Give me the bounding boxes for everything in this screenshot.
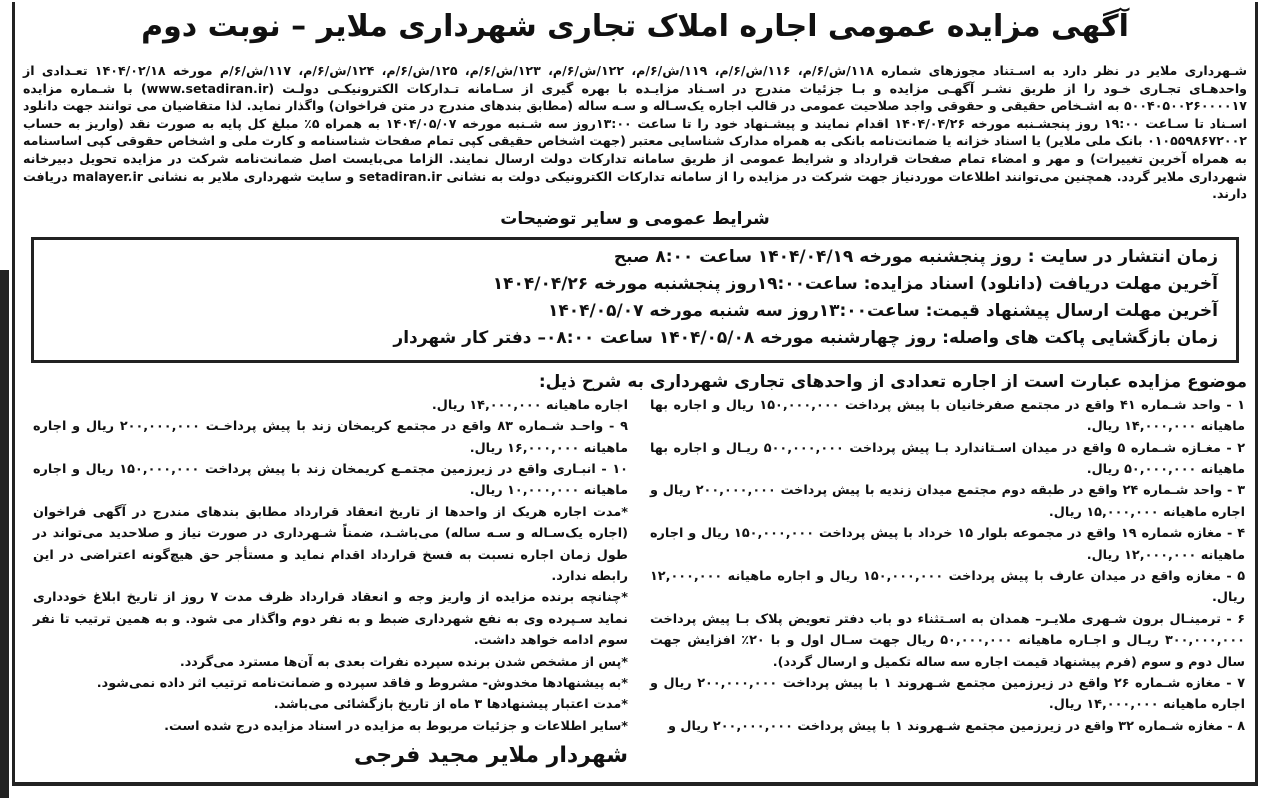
condition-note: *سایر اطلاعات و جزئیات مربوط به مزایده در اسناد مزایده درج شده است.	[164, 718, 628, 734]
list-item: ۱ - واحد شـماره ۴۱ واقع در مجتمع صفرخانیان با پیش پرداخت ۱۵۰,۰۰۰,۰۰۰ ریال و اجاره بها ماهیانه ۱۴,۰۰۰,۰۰۰ ریال.	[650, 397, 1245, 435]
list-item: ۶ - ترمینـال برون شـهری ملایـر– همدان به اسـتثناء دو باب دفتر تعویض پلاک بـا پیش پرداخت ۳۰۰,۰۰۰,۰۰۰ ریـال و اجـاره ماهیانه ۵۰,۰۰۰,۰۰۰ ریال جهت سـال اول و با ۲۰٪ افزایش جهت سال دوم و سوم (فرم پیشنهاد قیمت اجاره سه ساله تکمیل و ارسال گردد).	[650, 611, 1245, 670]
condition-note: *مدت اعتبار پیشنهادها ۳ ماه از تاریخ بازگشائی می‌باشد.	[273, 697, 628, 713]
schedule-bid-deadline: آخرین مهلت ارسال پیشنهاد قیمت: ساعت۱۳:۰۰روز سه شنبه مورخه ۱۴۰۴/۰۵/۰۷	[548, 300, 1218, 321]
left-column	[33, 395, 628, 772]
schedule-publish: زمان انتشار در سایت : روز پنجشنبه مورخه ۱۴۰۴/۰۴/۱۹ ساعت ۸:۰۰ صبح	[613, 246, 1218, 267]
list-item: ۸ - مغازه شـماره ۳۲ واقع در زیرزمین مجتمع شـهروند ۱ با پیش پرداخت ۲۰۰,۰۰۰,۰۰۰ ریال و	[667, 718, 1245, 734]
list-item: ۴ - مغازه شماره ۱۹ واقع در مجموعه بلوار ۱۵ خرداد با پیش پرداخت ۱۵۰,۰۰۰,۰۰۰ ریال و اجاره ماهیانه ۱۲,۰۰۰,۰۰۰ ریال.	[650, 526, 1245, 563]
schedule-download-deadline: آخرین مهلت دریافت (دانلود) اسناد مزایده: ساعت۱۹:۰۰روز پنجشنبه مورخه ۱۴۰۴/۰۴/۲۶	[492, 273, 1218, 294]
intro-paragraph: شـهرداری ملایر در نظر دارد به اسـتناد مجوزهای شماره ۱۱۸/ش/۶/م، ۱۱۶/ش/۶/م، ۱۱۹/ش/۶/م، ۱۲۲/ش/۶/م، ۱۲۳/ش/۶/م، ۱۲۵/ش/۶/م، ۱۲۴/ش/۶/م، ۱۱۷/ش/۶/م مورخه ۱۴۰۴/۰۲/۱۸ تعـدادی از واحدهـای تجـاری خـود را از طریق نشـر آگهـی مزایده و بـا جزئیات مندرج در اسـناد مزایـده با بهره گیری از سـامانه تـدارکات الکترونیکـی دولـت (www.setadiran.ir) با شـماره مزایده ۵۰۰۴۰۵۰۰۲۶۰۰۰۰۱۷ به اشـخاص حقیقی و حقوقی واجد صلاحیت عمومی در قالب اجاره یک‌سـاله و سـه ساله (مطابق بندهای مندرج در متن فراخوان) واگذار نماید. لذا متقاضیان می توانند جهت دانلود اسـناد تا سـاعت ۱۹:۰۰ روز پنجشـنبه مورخه ۱۴۰۴/۰۴/۲۶ اقدام نمایند و پیشـنهاد خود را تا ساعت ۱۳:۰۰روز سه شـنبه مورخه ۱۴۰۴/۰۵/۰۷ به همراه ۵٪ مبلغ کل پایه به صورت نقد (واریز به حساب ۰۱۰۵۵۹۸۶۷۲۰۰۲ بانک ملی ملایر) یا اسناد خزانه یا ضمانت‌نامه بانکی به همراه مدارک شناسایی معتبر (جهت اشخاص حقیقی کپی تمام صفحات شناسنامه و کارت ملی و اشخاص حقوقی کپی اساسنامه به همراه آخرین تغییرات) و مهر و امضاء تمام صفحات قرارداد و شرایط عمومی از طریق سامانه تدارکات دولت ارسال نمایند. الزاما می‌بایست اصل ضمانت‌نامه شرکت در مزایده تحویل دبیرخانه شهرداری ملایر گردد. همچنین می‌توانند اطلاعات موردنیاز جهت شرکت در مزایده را از سامانه تدارکات الکترونیکی دولت به نشانی setadiran.ir و سایت شهرداری ملایر به نشانی malayer.ir دریافت دارند.	[23, 63, 1248, 202]
right-column	[650, 395, 1245, 772]
conditions-heading: شرایط عمومی و سایر توضیحات	[500, 208, 770, 229]
list-item: ۵ - مغازه واقع در میدان عارف با پیش پرداخت ۱۵۰,۰۰۰,۰۰۰ ریال و اجاره ماهیانه ۱۲,۰۰۰,۰۰۰ ریال.	[650, 569, 1246, 606]
list-item: ۹ - واحـد شـماره ۸۳ واقع در مجتمع کریمخان زند با پیش پرداخـت ۲۰۰,۰۰۰,۰۰۰ ریال و اجاره ماهیانه ۱۶,۰۰۰,۰۰۰ ریال.	[33, 419, 628, 456]
condition-note: *چنانچه برنده مزایده از واریز وجه و انعقاد قرارداد ظرف مدت ۷ روز از تاریخ ابلاغ خودداری نماید سـپرده وی به نفع شهرداری ضبط و به نفر دوم واگذار می شود. و به همین ترتیب تا نفر سوم ادامه خواهد داشت.	[33, 590, 629, 649]
condition-note: *به پیشنهادها مخدوش- مشروط و فاقد سپرده و ضمانت‌نامه ترتیب اثر داده نمی‌شود.	[96, 676, 628, 692]
list-item: ۲ - مغـازه شـماره ۵ واقع در میدان اسـتاندارد بـا پیش پرداخت ۵۰۰,۰۰۰,۰۰۰ ریـال و اجاره بها ماهیانه ۵۰,۰۰۰,۰۰۰ ریال.	[650, 440, 1245, 477]
signature: شهردار ملایر مجید فرجی	[354, 743, 628, 769]
schedule-opening: زمان بازگشایی پاکت های واصله: روز چهارشنبه مورخه ۱۴۰۴/۰۵/۰۸ ساعت ۰۸:۰۰– دفتر کار شهردار	[393, 327, 1218, 348]
condition-note: *مدت اجاره هریک از واحدها از تاریخ انعقاد قرارداد مطابق بندهای مندرج در آگهی فراخوان (اجاره یک‌سـاله و سـه ساله) می‌باشـد، ضمناً شـهرداری در صورت نیاز و صلاحدید می‌تواند در طول زمان اجاره نسبت به فسخ قرارداد اقدام نماید و مستأجر حق هیچ‌گونه اعتراضی در این رابطه ندارد.	[33, 504, 628, 584]
list-item: ۷ - مغازه شـماره ۲۶ واقع در زیرزمین مجتمع شـهروند ۱ با پیش پرداخت ۲۰۰,۰۰۰,۰۰۰ ریال و اجاره ماهیانه ۱۴,۰۰۰,۰۰۰ ریال.	[650, 676, 1246, 713]
topic-heading: موضوع مزایده عبارت است از اجاره تعدادی از واحدهای تجاری شهرداری به شرح ذیل:	[538, 371, 1247, 392]
list-item: اجاره ماهیانه ۱۴,۰۰۰,۰۰۰ ریال.	[431, 397, 628, 413]
condition-note: *پس از مشخص شدن برنده سپرده نفرات بعدی به آن‌ها مسترد می‌گردد.	[179, 654, 628, 670]
schedule-box	[31, 237, 1239, 363]
list-item: ۳ - واحد شـماره ۲۴ واقع در طبقه دوم مجتمع میدان زندیه با پیش پرداخت ۲۰۰,۰۰۰,۰۰۰ ریال و اجاره ماهیانه ۱۵,۰۰۰,۰۰۰ ریال.	[650, 483, 1245, 520]
notice-title: آگهی مزایده عمومی اجاره املاک تجاری شهرداری ملایر – نوبت دوم	[141, 9, 1129, 44]
list-item: ۱۰ - انبـاری واقع در زیرزمین مجتمـع کریمخان زند با پیش پرداخت ۱۵۰,۰۰۰,۰۰۰ ریال و اجاره ماهیانه ۱۰,۰۰۰,۰۰۰ ریال.	[33, 461, 628, 499]
page-edge	[0, 270, 9, 798]
auction-notice	[12, 2, 1258, 786]
